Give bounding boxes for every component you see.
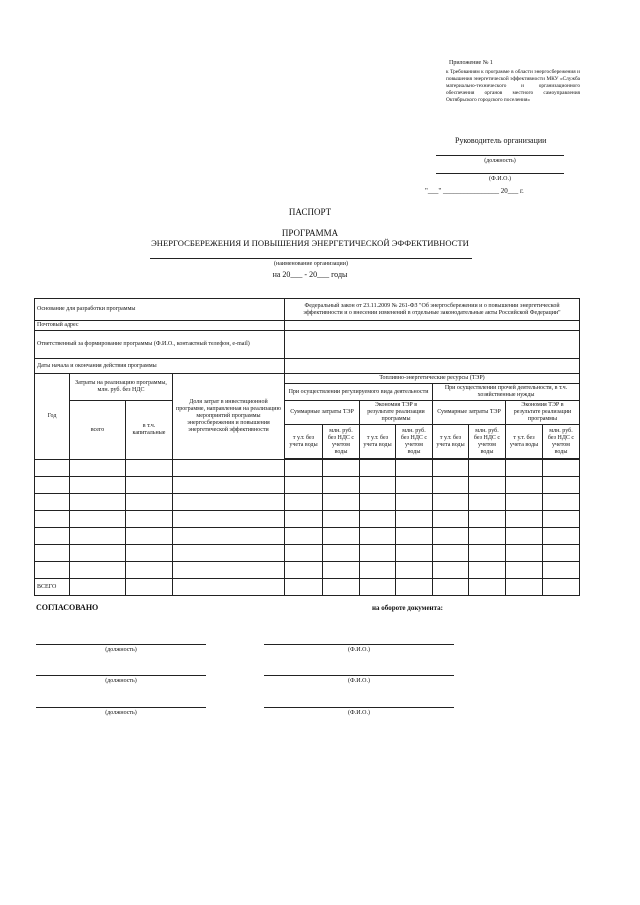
cell[interactable] [323, 545, 360, 562]
cell[interactable] [469, 562, 506, 579]
cell[interactable] [543, 511, 580, 528]
cell[interactable] [285, 562, 323, 579]
cell[interactable] [126, 528, 173, 545]
sign-position-caption-3: (должность) [105, 710, 137, 716]
cell[interactable] [396, 460, 433, 477]
cell[interactable] [323, 460, 360, 477]
cell[interactable] [360, 562, 396, 579]
cell[interactable] [285, 579, 323, 596]
cell[interactable] [469, 545, 506, 562]
cell[interactable] [469, 494, 506, 511]
cell[interactable] [396, 511, 433, 528]
table-row [35, 460, 580, 477]
cell[interactable] [126, 494, 173, 511]
col-share: Доля затрат в инвестиционной программе, направленная на реализацию мероприятий программы энергосбережения и повышения энергетической эффективности [173, 374, 285, 460]
fio-line [436, 173, 564, 174]
approval-head: Руководитель организации [455, 136, 547, 145]
sign-position-line-3 [36, 707, 206, 708]
cell[interactable] [433, 528, 469, 545]
cell[interactable] [506, 511, 543, 528]
passport-table [34, 298, 580, 596]
cell[interactable] [506, 494, 543, 511]
reverse-label: на обороте документа: [372, 604, 443, 612]
sign-position-line-1 [36, 644, 206, 645]
cell[interactable] [173, 562, 285, 579]
postal-value[interactable] [285, 321, 580, 331]
sign-fio-caption-1: (Ф.И.О.) [348, 647, 370, 653]
cell[interactable] [35, 511, 70, 528]
cell[interactable] [506, 477, 543, 494]
cell[interactable] [506, 579, 543, 596]
cell[interactable] [323, 477, 360, 494]
cell[interactable] [543, 579, 580, 596]
appendix-text: к Требованиям к программе в области энергосбережения и повышения энергетической эффективности МКУ «Служба материально-технического и организационного обеспечения органов местного самоуправления Октябрьского городского поселения» [446, 69, 580, 103]
cell[interactable] [173, 528, 285, 545]
cell[interactable] [469, 477, 506, 494]
col-year: Год [35, 374, 70, 460]
cell[interactable] [506, 545, 543, 562]
cell[interactable] [285, 460, 323, 477]
cell[interactable] [173, 494, 285, 511]
cell[interactable] [323, 494, 360, 511]
cell[interactable] [126, 545, 173, 562]
cell[interactable] [433, 494, 469, 511]
cell[interactable] [396, 579, 433, 596]
cell[interactable] [396, 562, 433, 579]
cell[interactable] [285, 545, 323, 562]
cell[interactable] [173, 460, 285, 477]
cell[interactable] [469, 460, 506, 477]
col-total: всего [70, 401, 126, 460]
cell[interactable] [70, 494, 126, 511]
sign-position-line-2 [36, 675, 206, 676]
cell[interactable] [543, 528, 580, 545]
col-mln: млн. руб. без НДС с учетом воды [469, 425, 506, 459]
cell[interactable] [70, 545, 126, 562]
org-caption: (наименование организации) [274, 261, 348, 267]
col-other: При осуществлении прочей деятельности, в т.ч. хозяйственные нужды [433, 384, 580, 401]
col-fer: Топливно-энергетические ресурсы (ТЭР) [285, 374, 580, 384]
col-costs: Затраты на реализацию программы, млн. руб. без НДС [70, 374, 173, 401]
col-mln: млн. руб. без НДС с учетом воды [396, 425, 433, 459]
cell[interactable] [35, 494, 70, 511]
responsible-label: Ответственный за формирование программы (Ф.И.О., контактный телефон, e-mail) [35, 331, 285, 359]
cell[interactable] [35, 528, 70, 545]
cell[interactable] [543, 494, 580, 511]
dates-value[interactable] [285, 359, 580, 374]
basis-value: Федеральный закон от 23.11.2009 № 261-ФЗ "Об энергосбережении и о повышении энергетической эффективности и о внесении изменений в отдельные законодательные акты Российской Федерации" [285, 299, 580, 321]
cell[interactable] [126, 562, 173, 579]
cell[interactable] [543, 477, 580, 494]
cell[interactable] [543, 562, 580, 579]
cell[interactable] [323, 528, 360, 545]
cell[interactable] [35, 562, 70, 579]
cell[interactable] [433, 477, 469, 494]
fio-caption: (Ф.И.О.) [489, 176, 511, 182]
cell[interactable] [173, 545, 285, 562]
sign-fio-line-1 [264, 644, 454, 645]
cell[interactable] [285, 511, 323, 528]
cell[interactable] [70, 477, 126, 494]
cell[interactable] [285, 528, 323, 545]
col-mln: млн. руб. без НДС с учетом воды [323, 425, 360, 459]
program-years: на 20___ - 20___ годы [272, 270, 348, 279]
cell[interactable] [433, 460, 469, 477]
cell[interactable] [360, 545, 396, 562]
cell[interactable] [360, 494, 396, 511]
position-caption: (должность) [484, 158, 516, 164]
cell[interactable] [360, 477, 396, 494]
program-title: ПРОГРАММА [281, 228, 339, 238]
basis-label: Основание для разработки программы [35, 299, 285, 321]
col-tut: т у.т. без учета воды [506, 425, 543, 459]
col-savings-regulated: Экономия ТЭР в результате реализации программы [360, 401, 433, 425]
passport-title: ПАСПОРТ [288, 207, 332, 217]
cell[interactable] [173, 511, 285, 528]
cell[interactable] [433, 562, 469, 579]
cell[interactable] [506, 460, 543, 477]
sign-fio-line-3 [264, 707, 454, 708]
col-regulated: При осуществлении регулируемого вида деятельности [285, 384, 433, 401]
col-capital: в т.ч. капитальные [126, 401, 173, 460]
table-row [35, 528, 580, 545]
program-subtitle: ЭНЕРГОСБЕРЕЖЕНИЯ И ПОВЫШЕНИЯ ЭНЕРГЕТИЧЕСКОЙ ЭФФЕКТИВНОСТИ [151, 238, 469, 248]
cell[interactable] [323, 511, 360, 528]
approval-date: "___" ________________ 20___ г. [425, 187, 524, 195]
table-row [35, 511, 580, 528]
sign-fio-caption-3: (Ф.И.О.) [348, 710, 370, 716]
cell[interactable] [70, 511, 126, 528]
cell[interactable] [285, 477, 323, 494]
cell[interactable] [506, 528, 543, 545]
col-savings-other: Экономия ТЭР в результате реализации программы [506, 401, 580, 425]
cell[interactable] [360, 511, 396, 528]
appendix-number: Приложение № 1 [449, 60, 493, 66]
col-total-fer-other: Суммарные затраты ТЭР [433, 401, 506, 425]
cell[interactable] [360, 460, 396, 477]
cell[interactable] [360, 528, 396, 545]
cell[interactable] [173, 477, 285, 494]
responsible-value[interactable] [285, 331, 580, 359]
cell[interactable] [543, 460, 580, 477]
cell[interactable] [70, 562, 126, 579]
position-line [436, 155, 564, 156]
col-tut: т у.т. без учета воды [360, 425, 396, 459]
cell[interactable] [506, 562, 543, 579]
col-mln: млн. руб. без НДС с учетом воды [543, 425, 580, 459]
table-row-total [35, 579, 580, 596]
table-row [35, 477, 580, 494]
total-label: ВСЕГО [35, 579, 70, 596]
cell[interactable] [173, 579, 285, 596]
cell[interactable] [323, 562, 360, 579]
sign-position-caption-1: (должность) [105, 647, 137, 653]
dates-label: Даты начала и окончания действия программы [35, 359, 285, 374]
col-tut: т у.т. без учета воды [433, 425, 469, 459]
cell[interactable] [396, 545, 433, 562]
agreed-label: СОГЛАСОВАНО [36, 603, 99, 612]
cell[interactable] [70, 460, 126, 477]
table-row [35, 545, 580, 562]
cell[interactable] [35, 545, 70, 562]
org-line [150, 258, 472, 259]
cell[interactable] [35, 477, 70, 494]
cell[interactable] [35, 460, 70, 477]
cell[interactable] [433, 511, 469, 528]
cell[interactable] [469, 579, 506, 596]
cell[interactable] [126, 477, 173, 494]
cell[interactable] [285, 494, 323, 511]
cell[interactable] [323, 579, 360, 596]
cell[interactable] [396, 494, 433, 511]
cell[interactable] [126, 579, 173, 596]
cell[interactable] [396, 477, 433, 494]
table-row [35, 494, 580, 511]
cell[interactable] [433, 545, 469, 562]
cell[interactable] [70, 579, 126, 596]
sign-fio-line-2 [264, 675, 454, 676]
sign-position-caption-2: (должность) [105, 678, 137, 684]
cell[interactable] [469, 528, 506, 545]
cell[interactable] [433, 579, 469, 596]
cell[interactable] [126, 460, 173, 477]
postal-label: Почтовый адрес [35, 321, 285, 331]
table-row [35, 562, 580, 579]
cell[interactable] [360, 579, 396, 596]
cell[interactable] [396, 528, 433, 545]
cell[interactable] [543, 545, 580, 562]
cell[interactable] [70, 528, 126, 545]
cell[interactable] [126, 511, 173, 528]
cell[interactable] [469, 511, 506, 528]
col-tut: т у.т. без учета воды [285, 425, 323, 459]
col-total-fer-regulated: Суммарные затраты ТЭР [285, 401, 360, 425]
sign-fio-caption-2: (Ф.И.О.) [348, 678, 370, 684]
